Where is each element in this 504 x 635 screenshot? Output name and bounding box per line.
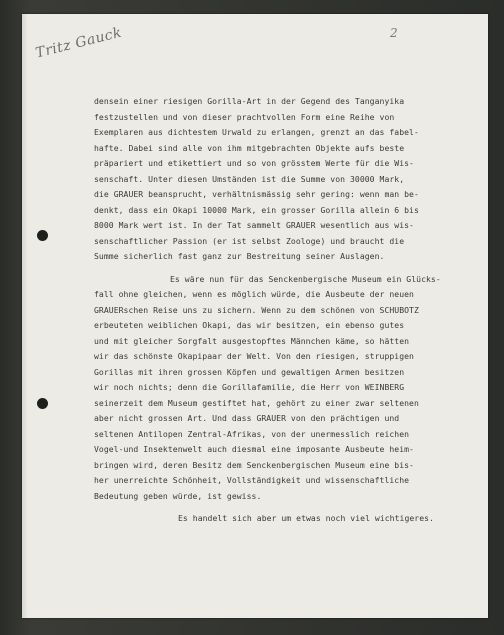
text-line: Summe sicherlich fast ganz zur Bestreitung seiner Auslagen. — [94, 251, 385, 261]
handwritten-annotation: Tritz Gauck — [34, 24, 124, 62]
page-number: 2 — [390, 26, 398, 40]
text-line: 8000 Mark wert ist. In der Tat sammelt GRAUER wesentlich aus wis- — [94, 220, 414, 230]
text-line: wir das schönste Okapipaar der Welt. Von den riesigen, struppigen — [94, 351, 414, 361]
typewritten-text — [94, 94, 474, 527]
text-line: die GRAUER beansprucht, verhältnismässig sehr gering: wenn man be- — [94, 189, 419, 199]
text-line: fall ohne gleichen, wenn es möglich würde, die Ausbeute der neuen — [94, 289, 414, 299]
paragraph-2 — [94, 272, 474, 505]
text-line: her unerreichte Schönheit, Vollständigkeit und wissenschaftliche — [94, 475, 410, 485]
text-line: seltenen Antilopen Zentral-Afrikas, von der unermesslich reichen — [94, 428, 410, 439]
binding-strip — [22, 14, 28, 618]
punch-hole-bottom — [37, 398, 48, 409]
text-line: und mit gleicher Sorgfalt ausgestopftes Männchen käme, so hätten — [94, 335, 410, 346]
text-line: Es wäre nun für das Senckenbergische Museum ein Glücks- — [170, 273, 441, 284]
text-line: Gorillas mit ihren grossen Köpfen und gewaltigen Armen besitzen — [94, 366, 405, 377]
text-line: senschaft. Unter diesen Umständen ist die Summe von 30000 Mark, — [94, 173, 405, 184]
text-line: wir noch nichts; denn die Gorillafamilie, die Herr von WEINBERG — [94, 382, 405, 392]
text-line: senschaftlicher Passion (er ist selbst Zoologe) und braucht die — [94, 235, 405, 246]
text-line: aber nicht grossen Art. Und dass GRAUER von den prächtigen und — [94, 413, 400, 423]
punch-hole-top — [37, 230, 48, 241]
text-line: präpariert und etikettiert und so von grösstem Werte für die Wis- — [94, 158, 414, 168]
text-line: erbeuteten weiblichen Okapi, das wir besitzen, ein ebenso gutes — [94, 320, 405, 330]
text-line: Bedeutung geben würde, ist gewiss. — [94, 490, 262, 501]
text-line: denkt, dass ein Okapi 10000 Mark, ein grosser Gorilla allein 6 bis — [94, 204, 419, 215]
text-line: Es handelt sich aber um etwas noch viel wichtigeres. — [178, 513, 434, 523]
text-line: Vogel-und Insektenwelt auch diesmal eine imposante Ausbeute heim- — [94, 444, 414, 454]
text-line: seinerzeit dem Museum gestiftet hat, gehört zu einer zwar seltenen — [94, 397, 419, 408]
text-line: bringen wird, deren Besitz dem Senckenbergischen Museum eine bis- — [94, 459, 414, 470]
text-line: Exemplaren aus dichtestem Urwald zu erlangen, grenzt an das fabel- — [94, 127, 419, 137]
text-line: hafte. Dabei sind alle von ihm mitgebrachten Objekte aufs beste — [94, 142, 405, 153]
text-line: festzustellen und von dieser prachtvollen Form eine Reihe von — [94, 111, 395, 122]
text-line: densein einer riesigen Gorilla-Art in der Gegend des Tanganyika — [94, 96, 405, 106]
text-line: GRAUERschen Reise uns zu sichern. Wenn zu dem schönen von SCHUBOTZ — [94, 304, 419, 315]
paragraph-1 — [94, 94, 474, 265]
paragraph-3 — [94, 511, 474, 527]
